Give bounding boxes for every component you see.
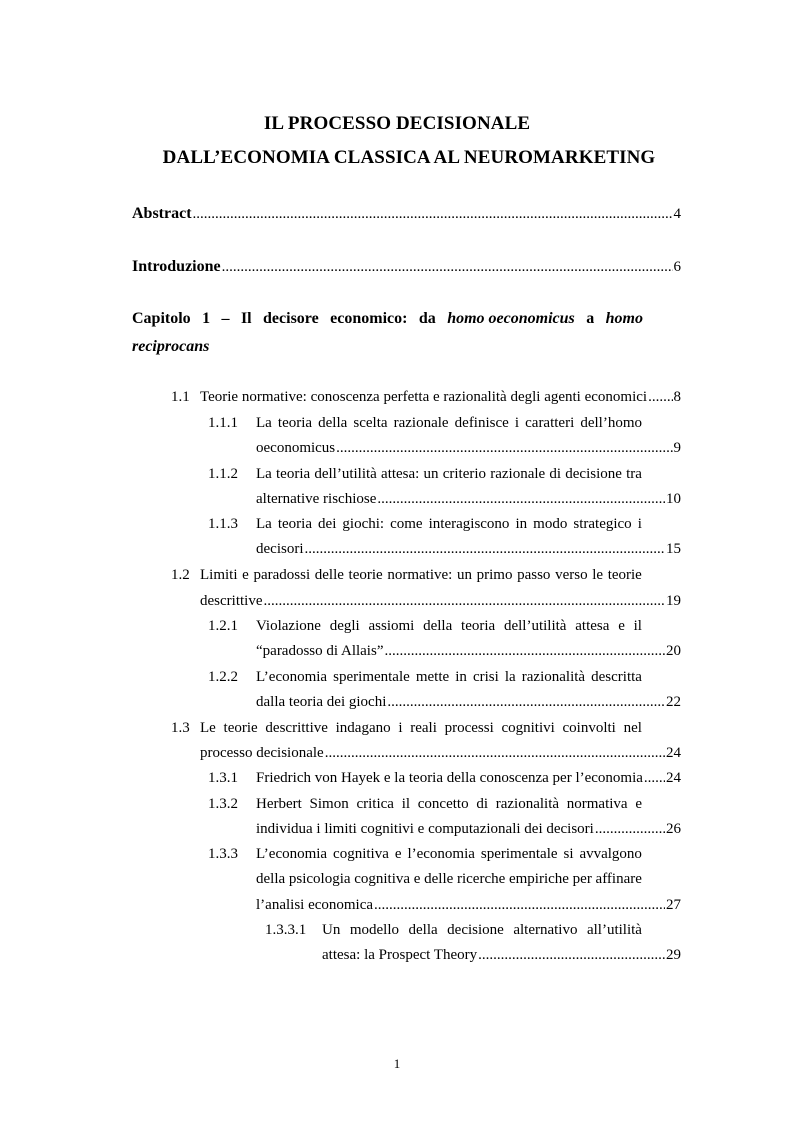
- toc-leader-dots: [374, 897, 665, 914]
- toc-leader-dots: [387, 694, 665, 711]
- toc-page-number: 9: [673, 440, 681, 456]
- toc-entry-1-1-1[interactable]: [256, 440, 681, 457]
- toc-label: l’analisi economica: [256, 897, 374, 913]
- toc-section-number: 1.3: [171, 720, 190, 736]
- chapter-italic-term: homo oeconomicus: [447, 310, 575, 327]
- toc-entry-1-2[interactable]: [200, 593, 681, 610]
- toc-entry-1-3-2[interactable]: [256, 821, 681, 838]
- toc-entry-1-2-2[interactable]: [256, 694, 681, 711]
- chapter-word: 1: [202, 310, 211, 327]
- toc-section-number: 1.2.2: [208, 669, 238, 685]
- toc-label: alternative rischiose: [256, 491, 377, 507]
- chapter-word: –: [221, 310, 230, 327]
- toc-label: oeconomicus: [256, 440, 336, 456]
- toc-entry-1-3-3-line2[interactable]: della psicologia cognitiva e delle ricerche empiriche per affinare: [256, 871, 642, 887]
- toc-entry-1-2-1[interactable]: [256, 643, 681, 660]
- toc-entry-1-2-line1[interactable]: Limiti e paradossi delle teorie normative: un primo passo verso le teorie: [200, 567, 642, 583]
- toc-label: attesa: la Prospect Theory: [322, 947, 478, 963]
- chapter-italic-term: homo: [605, 310, 643, 327]
- toc-label: processo decisionale: [200, 745, 324, 761]
- toc-section-number: 1.2.1: [208, 618, 238, 634]
- toc-page-number: 20: [666, 643, 681, 659]
- document-title-line2: DALL’ECONOMIA CLASSICA AL NEUROMARKETING: [162, 147, 656, 168]
- toc-label: individua i limiti cognitivi e computazionali dei decisori: [256, 821, 594, 837]
- chapter-word: Il: [240, 310, 252, 327]
- toc-entry-1-1-3[interactable]: [256, 541, 681, 558]
- toc-page-number: 29: [666, 947, 681, 963]
- toc-entry-1-2-1-line1[interactable]: Violazione degli assiomi della teoria dell’utilità attesa e il: [256, 618, 642, 634]
- toc-leader-dots: [384, 643, 665, 660]
- toc-entry-1-3[interactable]: [200, 745, 681, 762]
- toc-label: decisori: [256, 541, 304, 557]
- toc-chapter-1-heading[interactable]: [132, 310, 643, 328]
- toc-entry-1-1[interactable]: [200, 389, 681, 406]
- toc-chapter-1-heading-line2: reciprocans: [132, 338, 210, 355]
- toc-section-number: 1.1.1: [208, 415, 238, 431]
- toc-entry-1-2-2-line1[interactable]: L’economia sperimentale mette in crisi la razionalità descritta: [256, 669, 642, 685]
- toc-leader-dots: [377, 491, 665, 508]
- toc-section-number: 1.3.2: [208, 796, 238, 812]
- document-title-line1: IL PROCESSO DECISIONALE: [263, 113, 531, 134]
- toc-entry-1-3-3-1[interactable]: [322, 947, 681, 964]
- toc-page-number: 4: [673, 206, 681, 222]
- toc-leader-dots: [336, 440, 672, 457]
- toc-leader-dots: [478, 947, 665, 964]
- toc-leader-dots: [222, 259, 673, 276]
- toc-entry-1-3-3-line1[interactable]: L’economia cognitiva e l’economia sperimentale si avvalgono: [256, 846, 642, 862]
- toc-entry-1-3-3-1-line1[interactable]: Un modello della decisione alternativo all’utilità: [322, 922, 642, 938]
- chapter-word: decisore: [263, 310, 319, 327]
- toc-label: Introduzione: [132, 258, 221, 275]
- toc-entry-1-1-2-line1[interactable]: La teoria dell’utilità attesa: un criterio razionale di decisione tra: [256, 466, 642, 482]
- toc-label: dalla teoria dei giochi: [256, 694, 387, 710]
- chapter-word: da: [418, 310, 436, 327]
- toc-section-number: 1.1: [171, 389, 190, 405]
- toc-page-number: 10: [666, 491, 681, 507]
- toc-entry-1-3-3[interactable]: [256, 897, 681, 914]
- toc-label: descrittive: [200, 593, 263, 609]
- toc-label: Friedrich von Hayek e la teoria della conoscenza per l’economia: [256, 770, 643, 786]
- toc-entry-1-1-1-line1[interactable]: La teoria della scelta razionale definisce i caratteri dell’homo: [256, 415, 642, 431]
- toc-leader-dots: [304, 541, 665, 558]
- toc-leader-dots: [595, 821, 665, 838]
- toc-section-number: 1.3.3.1: [265, 922, 307, 938]
- toc-page-number: 24: [666, 770, 681, 786]
- toc-entry-abstract[interactable]: [132, 205, 681, 223]
- toc-leader-dots: [644, 770, 665, 787]
- toc-page-number: 22: [666, 694, 681, 710]
- toc-page-number: 27: [666, 897, 681, 913]
- toc-entry-1-1-3-line1[interactable]: La teoria dei giochi: come interagiscono in modo strategico i: [256, 516, 642, 532]
- toc-entry-1-3-line1[interactable]: Le teorie descrittive indagano i reali processi cognitivi coinvolti nel: [200, 720, 642, 736]
- toc-leader-dots: [263, 593, 665, 610]
- toc-entry-1-3-1[interactable]: [256, 770, 681, 787]
- toc-leader-dots: [193, 206, 673, 223]
- page-number: 1: [393, 1056, 401, 1071]
- toc-page-number: 24: [666, 745, 681, 761]
- toc-label: Abstract: [132, 205, 192, 222]
- toc-section-number: 1.1.2: [208, 466, 238, 482]
- toc-section-number: 1.2: [171, 567, 190, 583]
- toc-entry-1-3-2-line1[interactable]: Herbert Simon critica il concetto di razionalità normativa e: [256, 796, 642, 812]
- toc-page-number: 6: [673, 259, 681, 275]
- toc-label: Teorie normative: conoscenza perfetta e razionalità degli agenti economici: [200, 389, 648, 405]
- toc-page-number: 8: [673, 389, 681, 405]
- toc-page-number: 19: [666, 593, 681, 609]
- toc-section-number: 1.3.3: [208, 846, 238, 862]
- chapter-word: a: [586, 310, 595, 327]
- toc-label: “paradosso di Allais”: [256, 643, 384, 659]
- toc-section-number: 1.3.1: [208, 770, 238, 786]
- toc-entry-introduzione[interactable]: [132, 258, 681, 276]
- toc-leader-dots: [648, 389, 672, 406]
- toc-leader-dots: [325, 745, 665, 762]
- toc-page-number: 26: [666, 821, 681, 837]
- toc-entry-1-1-2[interactable]: [256, 491, 681, 508]
- toc-page-number: 15: [666, 541, 681, 557]
- chapter-word: Capitolo: [132, 310, 191, 327]
- toc-section-number: 1.1.3: [208, 516, 238, 532]
- chapter-word: economico:: [330, 310, 408, 327]
